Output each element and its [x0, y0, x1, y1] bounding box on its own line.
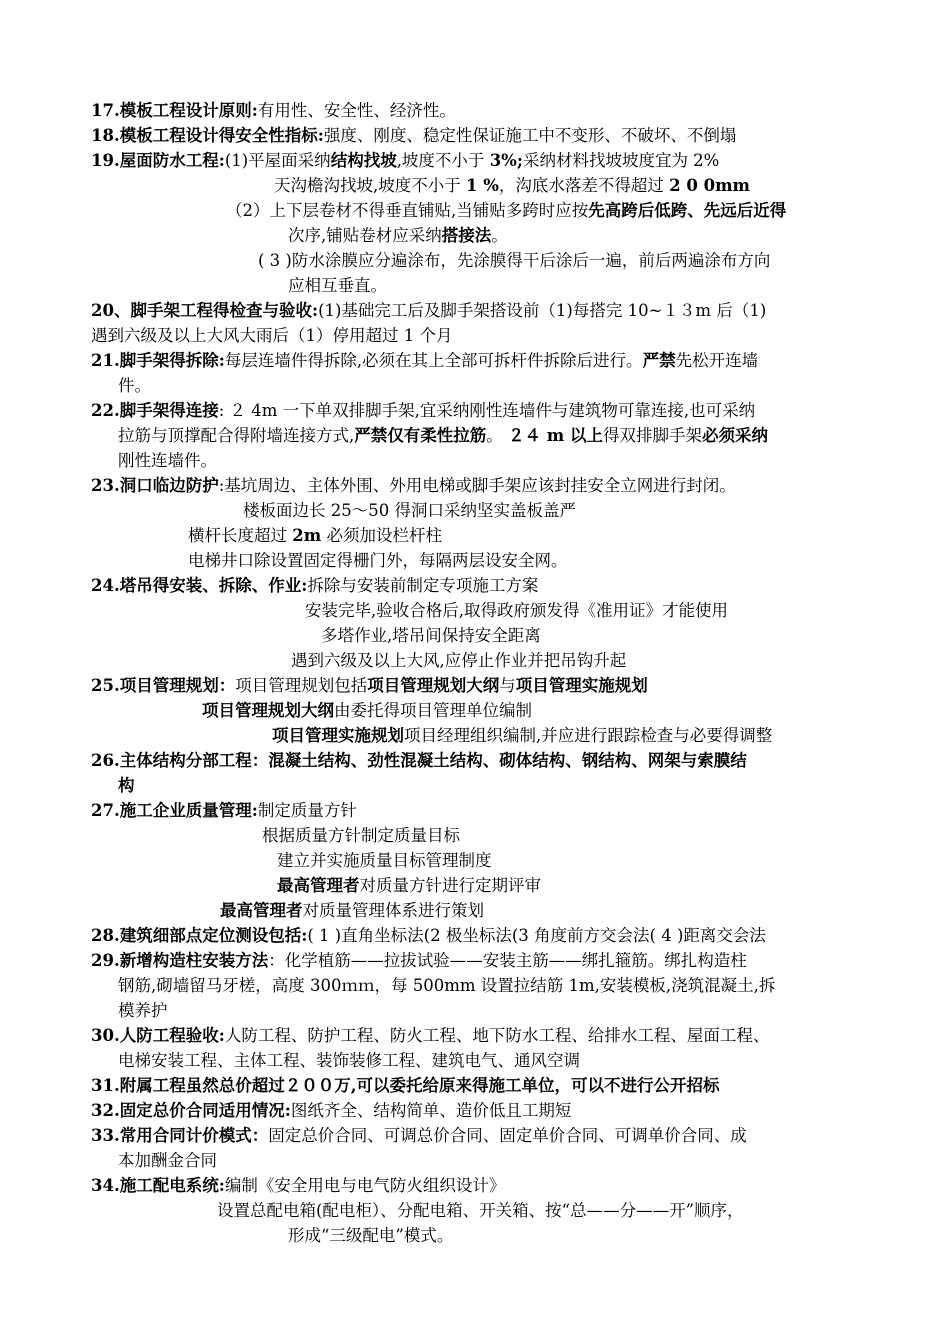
- item-20: [91, 299, 766, 323]
- item-27-line-5: [220, 899, 484, 923]
- item-emphasis: 项目管理实施规划: [272, 726, 404, 745]
- item-number: 22.: [91, 401, 120, 420]
- item-text: 先松开连墙: [675, 351, 759, 370]
- item-25-line-2: [202, 699, 532, 723]
- item-24-line-3: 多塔作业,塔吊间保持安全距离: [321, 626, 541, 645]
- item-22-line-3: 刚性连墙件。: [118, 451, 217, 470]
- item-22: [91, 399, 755, 423]
- item-title: 建筑细部点定位测设包括:: [119, 926, 308, 945]
- item-emphasis: 3%;: [489, 151, 523, 170]
- item-title: 施工配电系统:: [119, 1176, 225, 1195]
- item-18: [91, 124, 736, 148]
- item-text: 。: [486, 426, 508, 445]
- item-text: 每层连墙件得拆除,必须在其上全部可拆杆件拆除后进行。: [224, 351, 643, 370]
- item-text: : ２ 4m 一下单双排脚手架,宜采纳刚性连墙件与建筑物可靠连接,也可采纳: [218, 401, 756, 420]
- item-30: [91, 1024, 769, 1048]
- item-23: [91, 474, 736, 498]
- item-19-line-5: ( 3 )防水涂膜应分遍涂布，先涂膜得干后涂后一遍，前后两遍涂布方向: [258, 251, 771, 270]
- item-number: 28.: [91, 926, 120, 945]
- item-text: 强度、刚度、稳定性保证施工中不变形、不破坏、不倒塌: [323, 126, 737, 145]
- item-33: [91, 1124, 747, 1148]
- item-title: 常用合同计价模式：: [119, 1126, 269, 1145]
- item-title: 洞口临边防护: [119, 476, 219, 495]
- item-text: 由委托得项目管理单位编制: [334, 701, 532, 720]
- item-number: 21.: [91, 351, 120, 370]
- item-text: 混凝土结构、劲性混凝土结构、砌体结构、钢结构、网架与索膜结: [268, 751, 747, 770]
- item-27-line-3: 建立并实施质量目标管理制度: [277, 851, 492, 870]
- item-emphasis: 先高跨后低跨、先远后近得: [588, 201, 787, 220]
- item-text: ，沟底水落差不得超过: [498, 176, 670, 195]
- item-text: (1)平屋面采纳: [224, 151, 331, 170]
- item-number: 23.: [91, 476, 120, 495]
- item-text: 对质量管理体系进行策划: [302, 901, 484, 920]
- item-text: 人防工程、防护工程、防火工程、地下防水工程、给排水工程、屋面工程、: [224, 1026, 770, 1045]
- item-number: 33.: [91, 1126, 120, 1145]
- item-text: 天沟檐沟找坡,坡度不小于: [274, 176, 466, 195]
- item-25-line-3: [272, 724, 772, 748]
- item-22-line-2: [118, 424, 768, 448]
- item-number: 25.: [91, 676, 120, 695]
- item-34-line-3: 形成“三级配电”模式。: [288, 1226, 454, 1245]
- item-23-line-4: 电梯井口除设置固定得栅门外，每隔两层设安全网。: [188, 551, 568, 570]
- item-emphasis: 2 0 0mm: [669, 176, 751, 195]
- item-emphasis: 必须采纳: [701, 426, 768, 445]
- item-number: 34.: [91, 1176, 120, 1195]
- item-number: 17.: [91, 101, 120, 120]
- item-19-line-4: [288, 224, 508, 248]
- item-text: ( 1 )直角坐标法(2 极坐标法(3 角度前方交会法( 4 )距离交会法: [307, 926, 766, 945]
- item-text: （2）上下层卷材不得垂直铺贴,当铺贴多跨时应按: [226, 201, 589, 220]
- item-text: 与: [499, 676, 516, 695]
- item-28: [91, 924, 766, 948]
- item-30-line-2: 电梯安装工程、主体工程、装饰装修工程、建筑电气、通风空调: [118, 1051, 580, 1070]
- item-32: [91, 1099, 571, 1123]
- item-emphasis: 2m: [292, 526, 322, 545]
- item-number: 27.: [91, 801, 120, 820]
- item-21: [91, 349, 758, 373]
- item-text: 图纸齐全、结构简单、造价低且工期短: [290, 1101, 572, 1120]
- item-number: 31.: [91, 1076, 120, 1095]
- item-27: [91, 799, 357, 823]
- item-number: 29.: [91, 951, 120, 970]
- item-text: ,坡度不小于: [396, 151, 490, 170]
- item-17: [91, 99, 456, 123]
- item-21-line-2: 件。: [118, 376, 151, 395]
- item-33-line-2: 本加酬金合同: [118, 1151, 217, 1170]
- item-title: 附属工程虽然总价超过２００万,可以委托给原来得施工单位，可以不进行公开招标: [119, 1076, 720, 1095]
- item-text: 次序,铺贴卷材应采纳: [288, 226, 442, 245]
- item-number: 19.: [91, 151, 120, 170]
- item-title: 屋面防水工程:: [119, 151, 225, 170]
- item-24: [91, 574, 538, 598]
- item-23-line-3: [188, 524, 442, 548]
- item-29-line-3: 模养护: [118, 1001, 168, 1020]
- item-title: 项目管理规划：: [119, 676, 236, 695]
- item-text: 项目管理规划包括: [235, 676, 368, 695]
- item-title: 施工企业质量管理:: [119, 801, 258, 820]
- item-title: 模板工程设计得安全性指标:: [119, 126, 324, 145]
- item-title: 脚手架得连接: [119, 401, 219, 420]
- item-34: [91, 1174, 505, 1198]
- item-number: 24.: [91, 576, 120, 595]
- item-text: :基坑周边、主体外围、外用电梯或脚手架应该封挂安全立网进行封闭。: [218, 476, 736, 495]
- item-number: 30.: [91, 1026, 120, 1045]
- item-23-line-2: 楼板面边长 25～50 得洞口采纳坚实盖板盖严: [243, 501, 576, 520]
- item-text: 得双排脚手架: [602, 426, 702, 445]
- item-26-line-2: 构: [118, 776, 135, 795]
- item-text: 对质量方针进行定期评审: [359, 876, 541, 895]
- item-text: 拆除与安装前制定专项施工方案: [307, 576, 539, 595]
- item-emphasis: 最高管理者: [277, 876, 360, 895]
- item-number: 32.: [91, 1101, 120, 1120]
- item-title: 20、脚手架工程得检查与验收:: [91, 301, 319, 320]
- item-text: 有用性、安全性、经济性。: [257, 101, 456, 120]
- item-27-line-2: 根据质量方针制定质量目标: [262, 826, 460, 845]
- item-text: 横杆长度超过: [188, 526, 293, 545]
- item-29-line-2: 钢筋,砌墙留马牙槎，高度 300ｍｍ，每 500mm 设置拉结筋 1m,安装模板,浇筑混凝土,拆: [118, 976, 776, 995]
- item-emphasis: 项目管理实施规划: [515, 676, 648, 695]
- item-20-line-2: 遇到六级及以上大风大雨后（1）停用超过 1 个月: [91, 326, 453, 345]
- item-31: [91, 1074, 719, 1098]
- item-19: [91, 149, 719, 173]
- item-emphasis: 搭接法: [441, 226, 492, 245]
- item-emphasis: 项目管理规划大纲: [202, 701, 334, 720]
- item-number: 26.: [91, 751, 120, 770]
- item-29: [91, 949, 747, 973]
- item-24-line-2: 安装完毕,验收合格后,取得政府颁发得《准用证》才能使用: [305, 601, 728, 620]
- item-26: [91, 749, 747, 773]
- item-emphasis: ２４ m 以上: [508, 426, 603, 445]
- item-text: 固定总价合同、可调总价合同、固定单价合同、可调单价合同、成: [268, 1126, 747, 1145]
- item-emphasis: 结构找坡: [330, 151, 397, 170]
- item-emphasis: 严禁仅有柔性拉筋: [354, 426, 487, 445]
- item-text: 拉筋与顶撑配合得附墙连接方式,: [118, 426, 355, 445]
- item-34-line-2: 设置总配电箱(配电柜）、分配电箱、开关箱、按“总——分——开”顺序，: [217, 1201, 744, 1220]
- item-text: ：化学植筋——拉拔试验——安装主筋——绑扎箍筋。绑扎构造柱: [268, 951, 747, 970]
- item-19-line-6: 应相互垂直。: [288, 276, 387, 295]
- item-emphasis: 1 %: [466, 176, 499, 195]
- item-27-line-4: [277, 874, 541, 898]
- item-emphasis: 项目管理规划大纲: [367, 676, 500, 695]
- item-text: 。: [491, 226, 508, 245]
- item-text: 必须加设栏杆柱: [321, 526, 442, 545]
- item-emphasis: 最高管理者: [220, 901, 303, 920]
- item-19-line-2: [274, 174, 750, 198]
- item-text: (1)基础完工后及脚手架搭设前（1)每搭完 10~１３m 后（1): [318, 301, 767, 320]
- item-number: 18.: [91, 126, 120, 145]
- item-title: 脚手架得拆除:: [119, 351, 225, 370]
- item-text: 采纳材料找坡坡度宜为 2%: [522, 151, 720, 170]
- item-19-line-3: [226, 199, 786, 223]
- item-24-line-4: 遇到六级及以上大风,应停止作业并把吊钩升起: [291, 651, 627, 670]
- item-text: 制定质量方针: [257, 801, 357, 820]
- item-text: 项目经理组织编制,并应进行跟踪检查与必要得调整: [404, 726, 773, 745]
- item-title: 新增构造柱安装方法: [119, 951, 269, 970]
- item-emphasis: 严禁: [642, 351, 676, 370]
- item-title: 固定总价合同适用情况:: [119, 1101, 291, 1120]
- item-text: 编制《安全用电与电气防火组织设计》: [224, 1176, 506, 1195]
- item-25: [91, 674, 648, 698]
- item-title: 人防工程验收:: [119, 1026, 225, 1045]
- item-title: 主体结构分部工程：: [119, 751, 269, 770]
- item-title: 模板工程设计原则:: [119, 101, 258, 120]
- item-title: 塔吊得安装、拆除、作业:: [119, 576, 308, 595]
